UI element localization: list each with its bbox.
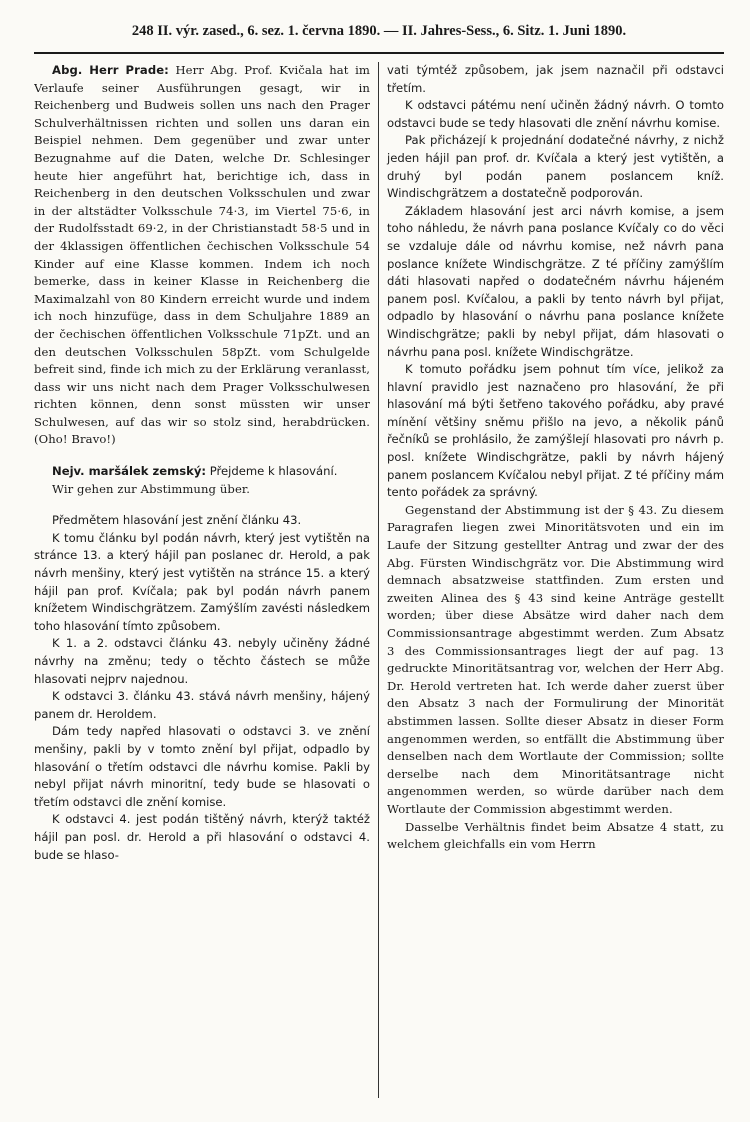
paragraph-abstimmung — [34, 481, 370, 499]
paragraph-text: Základem hlasování jest arci návrh komise, a jsem toho náhledu, že návrh pana poslance Kvíčaly co do věci se vzdaluje dále od návrhu komise, než návrh pana poslance knížete Windischgrätze. Z té příčiny zamýšlím dáti hlasovati napřed o dodatečném návrhu hájeném panem posl. Kvíčalou, a pakli by tento návrh byl přijat, odpadlo by hlasování o návrhu pana poslance knížete Windischgrätze; pakli by nebyl přijat, dám hlasovati o návrhu pana posl. knížete Windischgrätze. — [387, 203, 724, 359]
paragraph-gegenstand — [387, 502, 724, 819]
paragraph-text: Dám tedy napřed hlasovati o odstavci 3. ve znění menšiny, pakli by v tomto znění byl přijat, odpadlo by hlasování o třetím odstavci dle návrhu komise. Pakli by nebyl přijat návrh minoritní, tedy bude se hlasovati o třetím odstavci dle znění komise. — [34, 724, 370, 809]
paragraph-text: Pak přicházejí k projednání dodatečné návrhy, z nichž jeden hájil pan prof. dr. Kvíčala a který jest vytištěn, a druhý byl podán panem poslancem kníž. Windischgrätzem a dostatečně podporován. — [387, 133, 724, 201]
paragraph-text: Herr Abg. Prof. Kvičala hat im Verlaufe seiner Ausführungen gesagt, wir in Reichenberg und Budweis sollen uns nach den Prager Schulverhältnissen richten und sollen uns daran ein Beispiel nehmen. Dem gegenüber und zwar unter Bezugnahme auf die Daten, welche Dr. Schlesinger heute hier angeführt hat, berichtige ich, dass in Reichenberg in den deutschen Volksschulen und zwar in der altstädter Volksschule 74·3, im Viertel 75·6, in der Rudolfsstadt 69·2, in der Christianstadt 58·5 und in der 4klassigen öffentlichen čechischen Volksschule 54 Kinder auf eine Klasse kommen. Indem ich noch bemerke, dass in keiner Klasse in Reichenberg die Maximalzahl von 80 Kindern erreicht wurde und indem ich noch hinzufüge, dass in dem Schuljahre 1889 an der čechischen öffentlichen Volksschule 71pZt. und an den deutschen Volksschulen 58pZt. vom Schulgelde befreit sind, finde ich mich zu der Erklärung veranlasst, dass wir uns nicht nach dem Prager Volksschulwesen richten können, denn sonst müssten wir unser Schulwesen, auf das wir so stolz sind, herabdrücken. (Oho! Bravo!) — [34, 63, 370, 447]
paragraph-text: vati týmtéž způsobem, jak jsem naznačil při odstavci třetím. — [387, 63, 724, 95]
paragraph-text: Přejdeme k hlasování. — [209, 464, 338, 479]
paragraph-text: Předmětem hlasování jest znění článku 43. — [52, 513, 302, 528]
paragraph-text: K tomuto pořádku jsem pohnut tím více, jelikož za hlavní pravidlo jest naznačeno pro hlasování, že při hlasování má býti šetřeno takového pořádku, aby pravé mínění většiny sněmu přišlo na jevo, a několik pánů řečníků se prohlásilo, že zamýšlejí hlasovati pro návrh p. posl. knížete Windischgrätze, pakli by návrh hájený panem poslancem Kvíčalou nebyl přijat. Z té příčiny mám tento pořádek za správný. — [387, 362, 724, 500]
paragraph-odstavce-1-2 — [34, 635, 370, 688]
paragraph-text: K odstavci 4. jest podán tištěný návrh, kterýž taktéž hájil pan posl. dr. Herold a při hlasování o odstavci 4. bude se hlaso- — [34, 812, 370, 862]
paragraph-text: Gegenstand der Abstimmung ist der § 43. Zu diesem Paragrafen liegen zwei Minoritätsvoten und ein im Laufe der Sitzung gestellter Antrag und zwar der des Abg. Fürsten Windischgrätz vor. Die Abstimmung wird demnach absatzweise stattfinden. Zum ersten und zweiten Alinea des § 43 sind keine Anträge gestellt worden; über diese Absätze wird daher nach dem Commissionsantrage abgestimmt werden. Zum Absatz 3 des Commissionsantrages liegt der auf pag. 13 gedruckte Minoritätsantrag vor, welchen der Herr Abg. Dr. Herold vertreten hat. Ich werde daher zuerst über den Absatz 3 nach der Formulirung der Minorität abstimmen lassen. Sollte dieser Absatz in dieser Form angenommen werden, so entfällt die Abstimmung über denselben nach dem Wortlaute der Commission; sollte derselbe nach dem Minoritätsantrage nicht angenommen werden, so würde darüber nach dem Wortlaute der Commission abgestimmt werden. — [387, 502, 724, 816]
paragraph-text: Wir gehen zur Abstimmung über. — [52, 481, 251, 496]
right-column — [379, 62, 724, 1098]
paragraph-odstavec-3 — [34, 688, 370, 723]
paragraph-predmet — [34, 512, 370, 530]
paragraph-marshal — [34, 463, 370, 481]
paragraph-poradek — [387, 361, 724, 502]
page-header — [34, 14, 724, 48]
paragraph-odstavec-4 — [34, 811, 370, 864]
paragraph-zaklad — [387, 203, 724, 361]
speaker-prade: Abg. Herr Prade: — [52, 63, 169, 77]
paragraph-clanek — [34, 530, 370, 636]
paragraph-odstavec-5 — [387, 97, 724, 132]
paragraph-prade — [34, 62, 370, 449]
paragraph-dodatecne — [387, 132, 724, 202]
left-column — [34, 62, 379, 1098]
paragraph-hlasovani-3 — [34, 723, 370, 811]
page-header-text: 248 II. výr. zased., 6. sez. 1. června 1890. — II. Jahres-Sess., 6. Sitz. 1. Juni 1890. — [131, 22, 627, 39]
paragraph-verhaeltnis — [387, 819, 724, 854]
paragraph-text: K 1. a 2. odstavci článku 43. nebyly učiněny žádné návrhy na změnu; tedy o těchto částech se může hlasovati nejprv najednou. — [34, 636, 370, 686]
text-columns — [34, 62, 724, 1098]
paragraph-text: Dasselbe Verhältnis findet beim Absatze 4 statt, zu welchem gleichfalls ein vom Herrn — [387, 819, 724, 852]
speaker-marshal: Nejv. maršálek zemský: — [52, 464, 207, 479]
header-rule — [34, 52, 724, 54]
paragraph-text: K odstavci pátému není učiněn žádný návrh. O tomto odstavci bude se tedy hlasovati dle znění návrhu komise. — [387, 98, 724, 130]
paragraph-text: K odstavci 3. článku 43. stává návrh menšiny, hájený panem dr. Heroldem. — [34, 689, 370, 721]
paragraph-continuation — [387, 62, 724, 97]
paragraph-text: K tomu článku byl podán návrh, který jest vytištěn na stránce 13. a který hájil pan poslanec dr. Herold, a pak návrh menšiny, který jest vytištěn na stránce 15. a který hájil pan prof. Kvíčala; pak byl podán návrh panem knížetem Windischgrätzem. Zamýšlím zavésti následkem toho hlasování tímto způsobem. — [34, 530, 370, 633]
